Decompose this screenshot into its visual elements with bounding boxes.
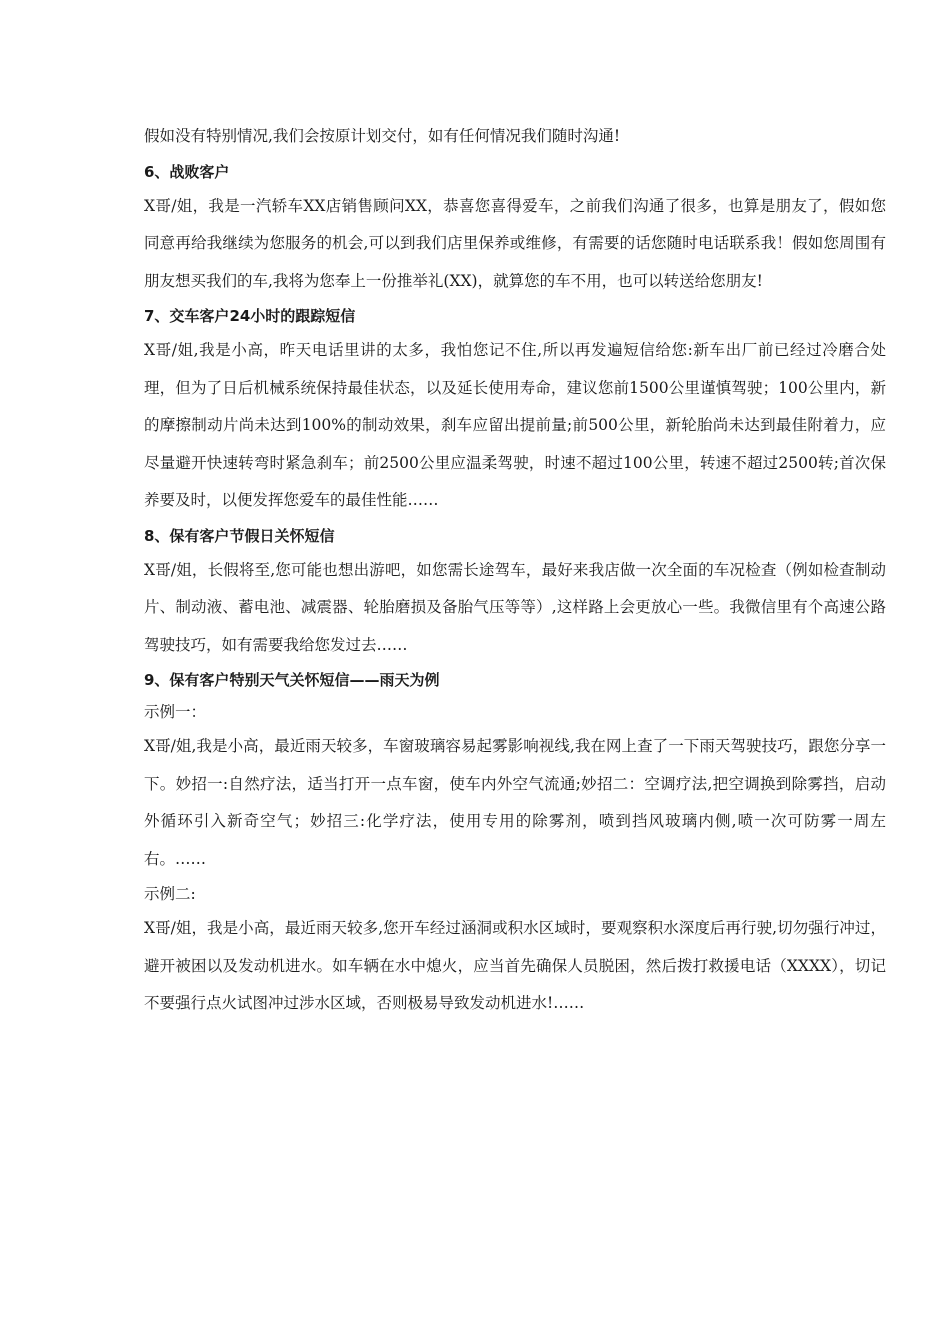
section-8-body: X哥/姐，长假将至,您可能也想出游吧，如您需长途驾车，最好来我店做一次全面的车况检查（例如检查制动片、制动液、蓄电池、减震器、轮胎磨损及备胎气压等等）,这样路上会更放心一些。我微信里有个高速公路驾驶技巧，如有需要我给您发过去…… bbox=[144, 560, 886, 654]
section-8-heading: 8、保有客户节假日关怀短信 bbox=[144, 526, 335, 545]
example-2-label: 示例二: bbox=[144, 885, 196, 903]
document-page bbox=[144, 118, 886, 1023]
example-1-body: X哥/姐,我是小高，最近雨天较多，车窗玻璃容易起雾影响视线,我在网上查了一下雨天驾驶技巧，跟您分享一下。妙招一:自然疗法，适当打开一点车窗，使车内外空气流通;妙招二：空调疗法,把空调换到除雾挡，启动外循环引入新奇空气；妙招三:化学疗法，使用专用的除雾剂，喷到挡风玻璃内侧,喷一次可防雾一周左右。…… bbox=[144, 737, 886, 868]
section-6-heading: 6、战败客户 bbox=[144, 162, 230, 181]
section-9-heading: 9、保有客户特别天气关怀短信——雨天为例 bbox=[144, 671, 440, 689]
intro-line: 假如没有特别情况,我们会按原计划交付，如有任何情况我们随时沟通! bbox=[144, 127, 621, 145]
example-1-label: 示例一： bbox=[144, 703, 207, 721]
section-7-body: X哥/姐,我是小高，昨天电话里讲的太多，我怕您记不住,所以再发遍短信给您:新车出厂前已经过冷磨合处理，但为了日后机械系统保持最佳状态，以及延长使用寿命，建议您前1500公里谨慎驾驶；100公里内，新的摩擦制动片尚未达到100%的制动效果，刹车应留出提前量;前500公里，新轮胎尚未达到最佳附着力，应尽量避开快速转弯时紧急刹车；前2500公里应温柔驾驶，时速不超过100公里，转速不超过2500转;首次保养要及时，以便发挥您爱车的最佳性能…… bbox=[144, 341, 886, 509]
section-7-heading: 7、交车客户24小时的跟踪短信 bbox=[144, 307, 356, 325]
section-6-body: X哥/姐，我是一汽轿车XX店销售顾问XX，恭喜您喜得爱车，之前我们沟通了很多，也算是朋友了，假如您同意再给我继续为您服务的机会,可以到我们店里保养或维修，有需要的话您随时电话联系我！假如您周围有朋友想买我们的车,我将为您奉上一份推举礼(XX)，就算您的车不用，也可以转送给您朋友! bbox=[144, 196, 886, 290]
example-2-body: X哥/姐，我是小高，最近雨天较多,您开车经过涵洞或积水区域时，要观察积水深度后再行驶,切勿强行冲过，避开被困以及发动机进水。如车辆在水中熄火，应当首先确保人员脱困，然后拨打救援电话（XXXX），切记不要强行点火试图冲过涉水区域，否则极易导致发动机进水!…… bbox=[144, 919, 886, 1012]
